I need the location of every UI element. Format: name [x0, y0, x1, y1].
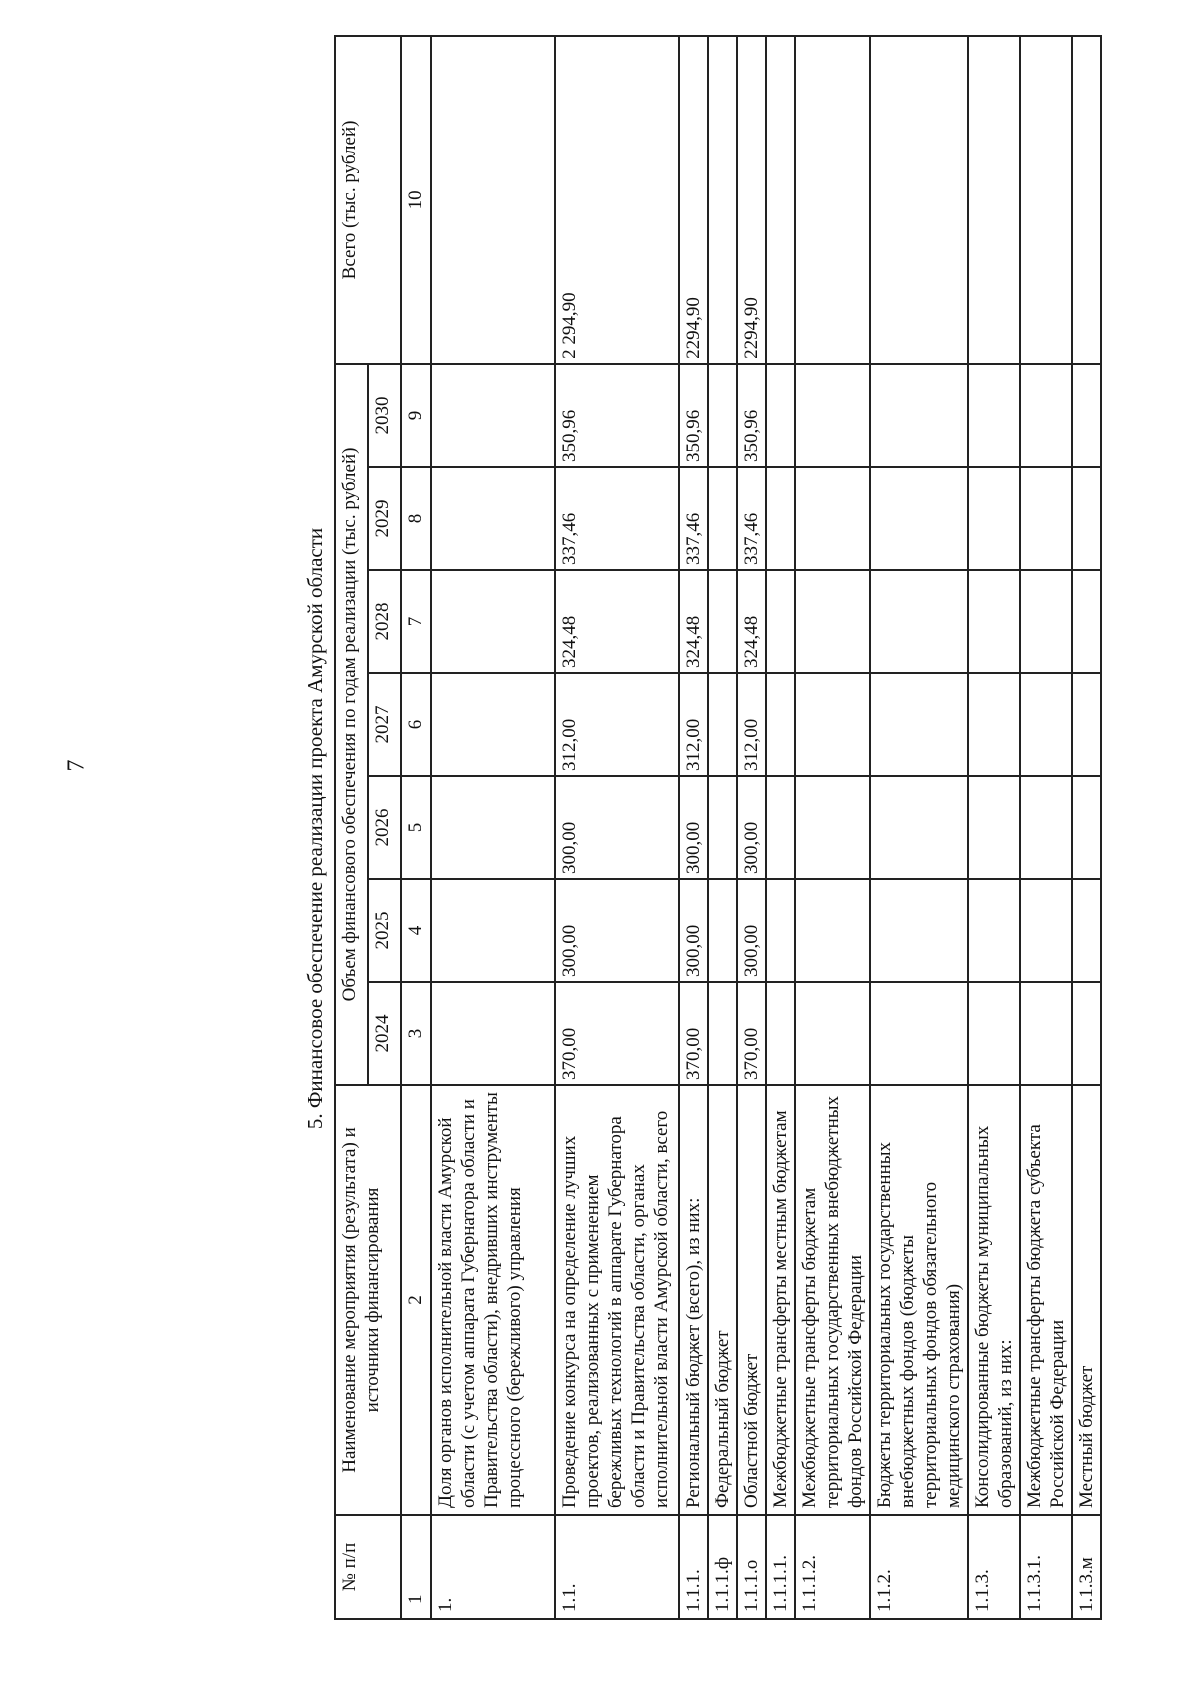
year-value-cell	[1020, 364, 1072, 467]
column-number-cell: 1	[401, 1515, 431, 1619]
row-total-cell	[766, 36, 795, 364]
year-value-cell	[1020, 879, 1072, 982]
year-value-cell	[968, 673, 1020, 776]
year-value-cell	[968, 879, 1020, 982]
year-value-cell	[1072, 673, 1101, 776]
year-value-cell	[766, 776, 795, 879]
year-value-cell: 300,00	[555, 879, 679, 982]
year-value-cell	[1020, 776, 1072, 879]
column-number-row	[401, 36, 431, 1619]
year-value-cell	[1072, 879, 1101, 982]
table-header-row	[335, 36, 368, 1619]
column-number-cell: 3	[401, 982, 431, 1085]
year-value-cell	[1072, 467, 1101, 570]
header-volume-cell: Объем финансового обеспечения по годам реализации (тыс. рублей)	[335, 364, 368, 1085]
year-value-cell	[766, 364, 795, 467]
year-value-cell	[708, 364, 737, 467]
row-total-cell	[708, 36, 737, 364]
year-value-cell: 324,48	[679, 570, 708, 673]
row-name-cell: Проведение конкурса на определение лучших проектов, реализованных с применением бережливых технологий в аппарате Губернатора области и Правительства области, органах исполнительной власти Амурской области, всего	[555, 1085, 679, 1515]
year-value-cell	[431, 570, 555, 673]
row-number-cell: 1.1.1.о	[737, 1515, 766, 1619]
row-total-cell	[1020, 36, 1072, 364]
year-value-cell: 350,96	[679, 364, 708, 467]
year-value-cell	[1072, 982, 1101, 1085]
year-value-cell: 300,00	[555, 776, 679, 879]
table-body	[431, 36, 1101, 1619]
year-value-cell	[795, 467, 870, 570]
column-number-cell: 9	[401, 364, 431, 467]
year-cell: 2030	[368, 364, 401, 467]
table-row	[766, 36, 795, 1619]
year-value-cell	[431, 776, 555, 879]
row-total-cell: 2 294,90	[555, 36, 679, 364]
row-name-cell: Консолидированные бюджеты муниципальных образований, из них:	[968, 1085, 1020, 1515]
table-row	[1020, 36, 1072, 1619]
year-value-cell: 300,00	[679, 879, 708, 982]
year-value-cell: 300,00	[679, 776, 708, 879]
year-value-cell	[968, 776, 1020, 879]
year-value-cell	[708, 673, 737, 776]
table-row	[708, 36, 737, 1619]
year-value-cell: 324,48	[737, 570, 766, 673]
year-value-cell: 350,96	[555, 364, 679, 467]
financing-sheet	[300, 37, 1200, 1620]
document-title: 5. Финансовое обеспечение реализации проекта Амурской области	[303, 527, 327, 1130]
table-row	[1072, 36, 1101, 1619]
year-value-cell	[708, 570, 737, 673]
year-value-cell	[431, 982, 555, 1085]
table-row	[679, 36, 708, 1619]
year-value-cell: 370,00	[555, 982, 679, 1085]
year-value-cell	[1072, 364, 1101, 467]
year-value-cell	[795, 879, 870, 982]
year-value-cell	[431, 673, 555, 776]
year-value-cell	[766, 982, 795, 1085]
year-value-cell: 300,00	[737, 776, 766, 879]
year-cell: 2025	[368, 879, 401, 982]
year-value-cell	[1072, 776, 1101, 879]
row-number-cell: 1.1.1.2.	[795, 1515, 870, 1619]
row-name-cell: Региональный бюджет (всего), из них:	[679, 1085, 708, 1515]
year-value-cell: 370,00	[679, 982, 708, 1085]
table-row	[431, 36, 555, 1619]
row-name-cell: Областной бюджет	[737, 1085, 766, 1515]
year-value-cell	[1020, 570, 1072, 673]
year-value-cell	[708, 776, 737, 879]
page-number: 7	[63, 759, 90, 772]
year-value-cell	[795, 364, 870, 467]
column-number-cell: 6	[401, 673, 431, 776]
year-value-cell	[795, 776, 870, 879]
year-value-cell	[870, 879, 968, 982]
row-number-cell: 1.1.3.м	[1072, 1515, 1101, 1619]
row-number-cell: 1.1.1.1.	[766, 1515, 795, 1619]
year-value-cell	[708, 467, 737, 570]
year-value-cell	[968, 364, 1020, 467]
header-name-cell: Наименование мероприятия (результата) и источники финансирования	[335, 1085, 401, 1515]
row-name-cell: Межбюджетные трансферты бюджета субъекта Российской Федерации	[1020, 1085, 1072, 1515]
year-value-cell	[870, 364, 968, 467]
year-value-cell	[795, 570, 870, 673]
year-cell: 2028	[368, 570, 401, 673]
row-total-cell	[431, 36, 555, 364]
year-value-cell	[870, 673, 968, 776]
row-name-cell: Доля органов исполнительной власти Амурской области (с учетом аппарата Губернатора области и Правительства области), внедривших инструменты процессного (бережливого) управления	[431, 1085, 555, 1515]
year-cell: 2027	[368, 673, 401, 776]
year-value-cell	[766, 673, 795, 776]
column-number-cell: 5	[401, 776, 431, 879]
table-row	[555, 36, 679, 1619]
row-total-cell: 2294,90	[737, 36, 766, 364]
year-value-cell: 312,00	[679, 673, 708, 776]
row-total-cell	[1072, 36, 1101, 364]
year-value-cell	[870, 776, 968, 879]
row-number-cell: 1.1.1.ф	[708, 1515, 737, 1619]
year-value-cell	[708, 879, 737, 982]
header-num-cell: № п/п	[335, 1515, 401, 1619]
year-value-cell	[795, 673, 870, 776]
column-number-cell: 4	[401, 879, 431, 982]
year-value-cell: 300,00	[737, 879, 766, 982]
row-name-cell: Межбюджетные трансферты бюджетам территориальных государственных внебюджетных фондов Российской Федерации	[795, 1085, 870, 1515]
row-total-cell	[968, 36, 1020, 364]
year-value-cell	[795, 982, 870, 1085]
table-row	[737, 36, 766, 1619]
table-row	[968, 36, 1020, 1619]
year-value-cell	[708, 982, 737, 1085]
year-cell: 2024	[368, 982, 401, 1085]
row-number-cell: 1.	[431, 1515, 555, 1619]
column-number-cell: 7	[401, 570, 431, 673]
year-value-cell	[1020, 467, 1072, 570]
year-value-cell	[766, 879, 795, 982]
year-value-cell: 350,96	[737, 364, 766, 467]
row-name-cell: Федеральный бюджет	[708, 1085, 737, 1515]
year-value-cell: 337,46	[555, 467, 679, 570]
year-value-cell	[766, 570, 795, 673]
year-value-cell: 370,00	[737, 982, 766, 1085]
year-value-cell	[431, 364, 555, 467]
year-value-cell	[1072, 570, 1101, 673]
year-value-cell	[968, 570, 1020, 673]
year-value-cell	[968, 982, 1020, 1085]
row-total-cell: 2294,90	[679, 36, 708, 364]
column-number-cell: 8	[401, 467, 431, 570]
row-number-cell: 1.1.3.1.	[1020, 1515, 1072, 1619]
header-total-cell: Всего (тыс. рублей)	[335, 36, 401, 364]
row-number-cell: 1.1.1.	[679, 1515, 708, 1619]
row-number-cell: 1.1.3.	[968, 1515, 1020, 1619]
row-name-cell: Местный бюджет	[1072, 1085, 1101, 1515]
row-total-cell	[870, 36, 968, 364]
row-name-cell: Бюджеты территориальных государственных внебюджетных фондов (бюджеты территориальных фондов обязательного медицинского страхования)	[870, 1085, 968, 1515]
row-number-cell: 1.1.2.	[870, 1515, 968, 1619]
year-value-cell	[870, 570, 968, 673]
financing-table	[334, 35, 1102, 1620]
table-row	[870, 36, 968, 1619]
year-value-cell: 337,46	[679, 467, 708, 570]
year-value-cell	[870, 467, 968, 570]
year-value-cell	[968, 467, 1020, 570]
column-number-cell: 2	[401, 1085, 431, 1515]
year-value-cell	[870, 982, 968, 1085]
year-value-cell	[1020, 673, 1072, 776]
year-value-cell: 312,00	[737, 673, 766, 776]
row-number-cell: 1.1.	[555, 1515, 679, 1619]
column-number-cell: 10	[401, 36, 431, 364]
year-cell: 2029	[368, 467, 401, 570]
year-value-cell: 312,00	[555, 673, 679, 776]
year-value-cell: 324,48	[555, 570, 679, 673]
row-name-cell: Межбюджетные трансферты местным бюджетам	[766, 1085, 795, 1515]
year-cell: 2026	[368, 776, 401, 879]
table-row	[795, 36, 870, 1619]
year-value-cell	[431, 467, 555, 570]
year-value-cell	[431, 879, 555, 982]
year-value-cell	[1020, 982, 1072, 1085]
row-total-cell	[795, 36, 870, 364]
year-value-cell: 337,46	[737, 467, 766, 570]
year-value-cell	[766, 467, 795, 570]
